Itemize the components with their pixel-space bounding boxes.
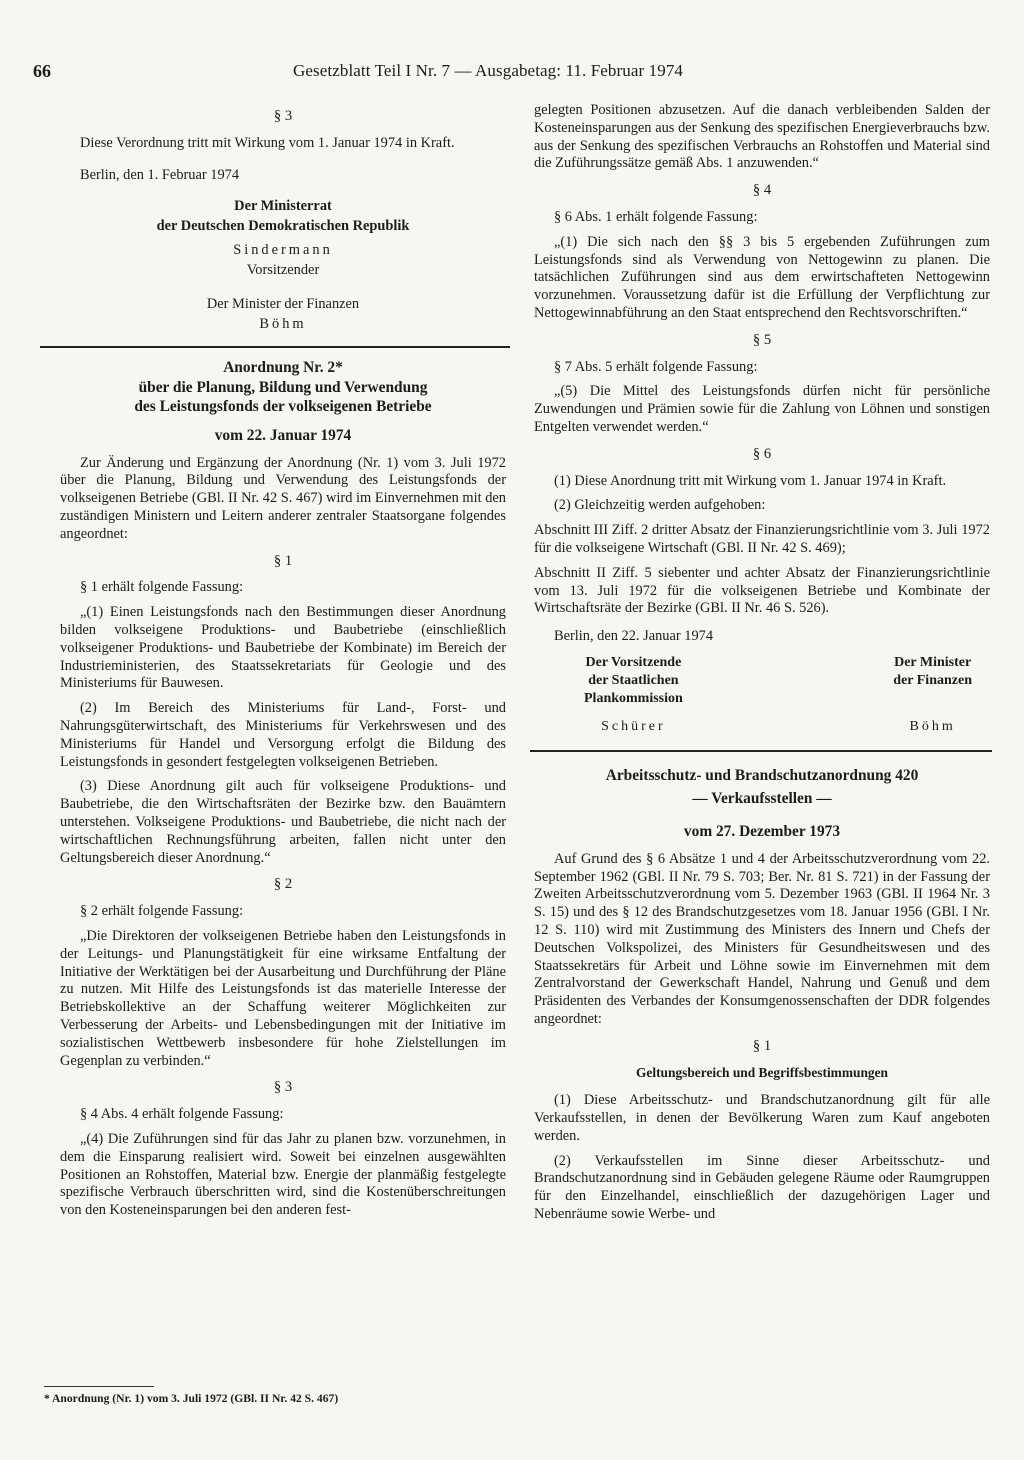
paragraph: (3) Diese Anordnung gilt auch für volkseigene Produktions- und Baubetriebe, die den Wirtschaftsräten der Bezirke bzw. den Bauämtern unterstehen. Volkseigene Produktions- und Baubetriebe, die nicht nach der wirtschaftlichen Rechnungsführung arbeiten, fallen nicht unter den Geltungsbereich dieser Anordnung.“ (60, 778, 506, 866)
paragraph: „(4) Die Zuführungen sind für das Jahr zu planen bzw. vorzunehmen, in dem die Einsparung realisiert wird. Soweit bei einzelnen ausgewählten Positionen an Rohstoffen, Material bzw. Energie der planmäßig festgelegte spezifische Verbrauch überschritten wird, sind die Kostenüberschreitungen von den Kosteneinsparungen bei den anderen fest- (60, 1130, 506, 1219)
signature-left (584, 654, 683, 736)
ordinance-title-line: — Verkaufsstellen — (692, 790, 832, 808)
signatory-name: Böhm (259, 316, 307, 333)
section-heading: § 2 (273, 876, 293, 893)
signatory-body: der Deutschen Demokratischen Republik (156, 218, 410, 235)
footnote-rule (44, 1386, 154, 1387)
section-heading: § 4 (752, 182, 772, 199)
ordinance-title-line: Arbeitsschutz- und Brandschutzanordnung 420 (605, 766, 919, 784)
section-heading: § 5 (752, 331, 772, 348)
paragraph: „(1) Die sich nach den §§ 3 bis 5 ergebenden Zuführungen zum Leistungsfonds sind als Verwendung von Nettogewinn zu planen. Die tatsächlichen Zuführungen sind aus dem erwirtschafteten Nettogewinn vorzunehmen. Voraussetzung dafür ist die Erfüllung der Verpflichtung zur Nettogewinnabführung an den Staat entsprechend den Rechtsvorschriften.“ (534, 233, 990, 321)
signature-right (893, 654, 972, 736)
footnote: * Anordnung (Nr. 1) vom 3. Juli 1972 (GBl. II Nr. 42 S. 467) (44, 1392, 339, 1405)
paragraph: „Die Direktoren der volkseigenen Betriebe haben den Leistungsfonds in der Leitungs- und Planungstätigkeit für eine wirksame Entfaltung der Initiative der Werktätigen bei der Ausarbeitung und Durchführung der Pläne zu nutzen. Mit Hilfe des Leistungsfonds ist das materielle Interesse der Betriebskollektive an der Schaffung weiterer Möglichkeiten zur Verbesserung der Arbeits- und Lebensbedingungen mit der Initiative im sozialistischen Wettbewerb insbesondere für hohe Zielstellungen im Gegenplan zu verbinden.“ (60, 928, 506, 1069)
paragraph: § 4 Abs. 4 erhält folgende Fassung: (80, 1106, 284, 1123)
signatory-name: Böhm (909, 718, 956, 734)
signatory-body: Der Ministerrat (234, 198, 332, 215)
paragraph: Zur Änderung und Ergänzung der Anordnung (Nr. 1) vom 3. Juli 1972 über die Planung, Bildung und Verwendung des Leistungsfonds der volkseigenen Betriebe (GBl. II Nr. 42 S. 467) wird im Einvernehmen mit den zuständigen Ministern und Leitern anderer zentraler Staatsorgane folgendes angeordnet: (60, 454, 506, 542)
paragraph: § 7 Abs. 5 erhält folgende Fassung: (554, 358, 758, 375)
paragraph: Diese Verordnung tritt mit Wirkung vom 1. Januar 1974 in Kraft. (80, 134, 455, 151)
right-column (534, 102, 990, 1231)
ordinance-title (534, 766, 990, 809)
ordinance-title (60, 358, 506, 417)
signature-block (60, 196, 506, 334)
paragraph: Auf Grund des § 6 Absätze 1 und 4 der Arbeitsschutzverordnung vom 22. September 1962 (GBl. II Nr. 79 S. 703; Ber. Nr. 81 S. 721) in der Fassung der Zweiten Arbeitsschutzverordnung vom 5. Dezember 1963 (GBl. II 1964 Nr. 3 S. 15) und des § 12 des Brandschutzgesetzes vom 18. Januar 1956 (GBl. I Nr. 12 S. 110) wird mit Zustimmung des Ministers des Innern und Chefs der Deutschen Volkspolizei, des Ministers für Gesundheitswesen und des Staatssekretärs für Arbeit und Löhne sowie im Einvernehmen mit dem Zentralvorstand der Gewerkschaft Handel, Nahrung und Genuß und dem Präsidenten des Verbandes der Konsumgenossenschaften der DDR folgendes angeordnet: (534, 850, 990, 1027)
section-heading: § 3 (273, 108, 293, 124)
signatory-role: Der Minister der Finanzen (206, 296, 360, 313)
ordinance-title-line: Anordnung Nr. 2* (223, 359, 343, 377)
place-date: Berlin, den 1. Februar 1974 (80, 166, 240, 183)
signatory-role: der Staatlichen (588, 672, 679, 688)
ordinance-title-line: des Leistungsfonds der volkseigenen Betriebe (134, 398, 432, 416)
section-heading: § 1 (752, 1037, 772, 1054)
paragraph: (1) Diese Arbeitsschutz- und Brandschutzanordnung gilt für alle Verkaufsstellen, in denen der Bevölkerung Waren zum Kauf angeboten werden. (534, 1092, 990, 1144)
paragraph: (2) Gleichzeitig werden aufgehoben: (554, 497, 766, 514)
page-header (33, 61, 993, 85)
left-column (60, 102, 506, 1227)
section-heading: § 6 (752, 445, 772, 462)
section-heading: § 3 (273, 1079, 293, 1096)
gazette-title: Gesetzblatt Teil I Nr. 7 — Ausgabetag: 11. Februar 1974 (293, 61, 684, 80)
signatory-name: Schürer (601, 718, 666, 734)
paragraph: „(1) Einen Leistungsfonds nach den Bestimmungen dieser Anordnung bilden volkseigene Produktions- und Baubetriebe (einschließlich volkseigener Produktions- und Baubetriebe der Kombinate) im Bereich der Industrieministerien, des Staatssekretariats für Geologie und des Ministeriums für Bauwesen. (60, 604, 506, 692)
section-subheading: Geltungsbereich und Begriffsbestimmungen (636, 1065, 888, 1081)
paragraph: § 6 Abs. 1 erhält folgende Fassung: (554, 208, 758, 225)
signatory-role: der Finanzen (893, 672, 972, 688)
paragraph: gelegten Positionen abzusetzen. Auf die danach verbleibenden Salden der Kosteneinsparungen aus der Senkung des spezifischen Energieverbrauchs bzw. aus der Senkung des spezifischen Verbrauchs an Rohstoffen und Material sind die Zuführungssätze gemäß Abs. 1 anzuwenden.“ (534, 102, 990, 172)
paragraph: Abschnitt III Ziff. 2 dritter Absatz der Finanzierungsrichtlinie vom 3. Juli 1972 für die volkseigene Wirtschaft (GBl. II Nr. 42 S. 469); (534, 522, 990, 556)
ordinance-title-line: über die Planung, Bildung und Verwendung (138, 378, 428, 396)
signatory-name: Sindermann (233, 242, 333, 259)
section-divider (40, 346, 510, 348)
paragraph: Abschnitt II Ziff. 5 siebenter und achter Absatz der Finanzierungsrichtlinie vom 13. Juli 1972 für die volkseigenen Betriebe und Kombinate der Wirtschaftsräte der Bezirke (GBl. II Nr. 46 S. 526). (534, 564, 990, 617)
signatory-role: Vorsitzender (246, 262, 320, 279)
ordinance-date: vom 22. Januar 1974 (214, 426, 352, 444)
page-number: 66 (33, 61, 51, 81)
place-date: Berlin, den 22. Januar 1974 (554, 628, 714, 645)
paragraph: § 1 erhält folgende Fassung: (80, 579, 244, 596)
signature-block (534, 654, 990, 736)
ordinance-date: vom 27. Dezember 1973 (683, 822, 841, 840)
signatory-role: Der Vorsitzende (585, 654, 682, 670)
signatory-role: Der Minister (894, 654, 972, 670)
paragraph: „(5) Die Mittel des Leistungsfonds dürfen nicht für persönliche Zuwendungen und Prämien sowie für die Zahlung von Löhnen und sonstigen Entgelten verwendet werden.“ (534, 383, 990, 435)
section-heading: § 1 (273, 552, 293, 569)
paragraph: (2) Im Bereich des Ministeriums für Land-, Forst- und Nahrungsgüterwirtschaft, des Ministeriums für Verkehrswesen und des Ministeriums für Handel und Versorgung erfolgt die Bildung des Leistungsfonds in gesondert festgelegten volkseigenen Betrieben. (60, 700, 506, 770)
section-divider (530, 750, 992, 752)
paragraph: (1) Diese Anordnung tritt mit Wirkung vom 1. Januar 1974 in Kraft. (554, 472, 947, 489)
paragraph: (2) Verkaufsstellen im Sinne dieser Arbeitsschutz- und Brandschutzanordnung sind in Gebäuden gelegene Räume oder Raumgruppen für den Einzelhandel, einschließlich der dazugehörigen Lager und Nebenräume sowie Werbe- und (534, 1152, 990, 1223)
paragraph: § 2 erhält folgende Fassung: (80, 903, 244, 920)
signatory-role: Plankommission (584, 690, 683, 706)
